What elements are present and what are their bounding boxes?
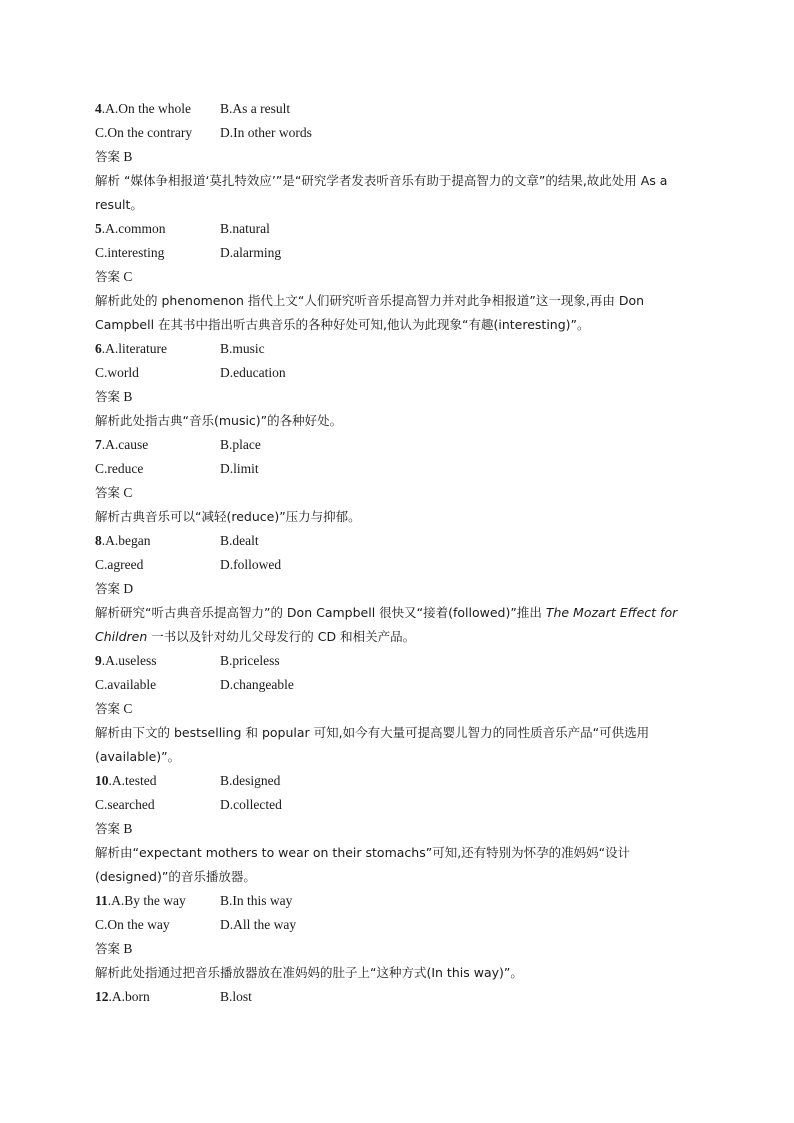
option-row (95, 121, 700, 145)
question-item (95, 769, 700, 889)
answer-value: B (123, 149, 133, 164)
answer-label: 答案 (95, 485, 121, 500)
option-text: D.In other words (220, 125, 312, 140)
option-text: B.natural (220, 221, 270, 236)
option-text: A.useless (105, 653, 157, 668)
answer-label: 答案 (95, 581, 121, 596)
explanation-part: 一书以及针对幼儿父母发行的 CD 和相关产品。 (147, 629, 416, 644)
option-text: D.limit (220, 461, 259, 476)
option-text: B.designed (220, 773, 281, 788)
question-number: 10 (95, 773, 109, 788)
option-row (95, 553, 700, 577)
option-text: C.On the contrary (95, 125, 193, 140)
option-text: D.education (220, 365, 286, 380)
answer-label: 答案 (95, 149, 121, 164)
explanation-part: 解析研究“听古典音乐提高智力”的 Don Campbell 很快又“接着(followed)”推出 (95, 605, 546, 620)
option-row (95, 529, 700, 553)
option-cell: 6.A.literature (95, 341, 167, 356)
option-text: A.cause (105, 437, 149, 452)
option-row (95, 913, 700, 937)
option-text: D.changeable (220, 677, 294, 692)
answer-value: C (123, 701, 133, 716)
option-row (95, 361, 700, 385)
option-row (95, 241, 700, 265)
option-row (95, 337, 700, 361)
option-row (95, 433, 700, 457)
option-text: D.collected (220, 797, 282, 812)
explanation-text: 解析 “媒体争相报道‘莫扎特效应’”是“研究学者发表听音乐有助于提高智力的文章”的结果,故此处用 As a result。 (95, 173, 668, 212)
answer-line (95, 937, 700, 961)
option-text: B.music (220, 341, 265, 356)
answer-value: B (123, 941, 133, 956)
question-item (95, 889, 700, 985)
question-item (95, 529, 700, 649)
question-item (95, 649, 700, 769)
answer-value: C (123, 485, 133, 500)
explanation-text: 解析此处指通过把音乐播放器放在准妈妈的肚子上“这种方式(In this way)”。 (95, 965, 523, 980)
answer-line (95, 697, 700, 721)
option-text: B.place (220, 437, 261, 452)
option-row (95, 985, 700, 1009)
option-row (95, 793, 700, 817)
answer-line (95, 145, 700, 169)
option-text: A.common (105, 221, 166, 236)
option-row (95, 217, 700, 241)
option-text: C.searched (95, 797, 155, 812)
answer-label: 答案 (95, 269, 121, 284)
option-text: B.As a result (220, 101, 291, 116)
option-row (95, 673, 700, 697)
option-text: A.literature (105, 341, 167, 356)
option-cell: 12.A.born (95, 989, 150, 1004)
option-text: B.dealt (220, 533, 259, 548)
option-text: C.world (95, 365, 139, 380)
answer-label: 答案 (95, 941, 121, 956)
option-text: C.On the way (95, 917, 170, 932)
answer-value: B (123, 389, 133, 404)
question-number: 4 (95, 101, 102, 116)
answer-label: 答案 (95, 821, 121, 836)
answer-label: 答案 (95, 701, 121, 716)
option-cell: 9.A.useless (95, 653, 157, 668)
answer-line (95, 481, 700, 505)
option-cell: 5.A.common (95, 221, 166, 236)
answer-value: C (123, 269, 133, 284)
answer-value: D (123, 581, 134, 596)
question-number: 12 (95, 989, 109, 1004)
option-text: B.lost (220, 989, 252, 1004)
book-title: The Mozart Effect for Children (95, 605, 678, 644)
option-text: C.interesting (95, 245, 165, 260)
option-text: D.followed (220, 557, 282, 572)
answer-line (95, 817, 700, 841)
question-number: 8 (95, 533, 102, 548)
answer-line (95, 577, 700, 601)
question-item (95, 97, 700, 217)
option-cell: 8.A.began (95, 533, 151, 548)
option-text: B.priceless (220, 653, 280, 668)
option-text: A.tested (111, 773, 157, 788)
explanation-text (95, 601, 700, 649)
question-list (95, 97, 700, 1009)
question-item (95, 337, 700, 433)
option-cell: 11.A.By the way (95, 893, 186, 908)
question-item (95, 217, 700, 337)
question-number: 7 (95, 437, 102, 452)
explanation-text: 解析由“expectant mothers to wear on their stomachs”可知,还有特别为怀孕的准妈妈“设计(designed)”的音乐播放器。 (95, 845, 631, 884)
option-cell: 4.A.On the whole (95, 101, 191, 116)
option-text: C.reduce (95, 461, 144, 476)
answer-value: B (123, 821, 133, 836)
option-text: D.All the way (220, 917, 297, 932)
option-cell: 7.A.cause (95, 437, 149, 452)
explanation-text: 解析此处指古典“音乐(music)”的各种好处。 (95, 413, 343, 428)
question-number: 6 (95, 341, 102, 356)
option-text: C.agreed (95, 557, 144, 572)
question-item (95, 985, 700, 1009)
question-number: 11 (95, 893, 108, 908)
question-number: 9 (95, 653, 102, 668)
option-cell: 10.A.tested (95, 773, 157, 788)
explanation-text: 解析此处的 phenomenon 指代上文“人们研究听音乐提高智力并对此争相报道”这一现象,再由 Don Campbell 在其书中指出听古典音乐的各种好处可知,他认为此现象“有趣(interesting)”。 (95, 293, 645, 332)
option-row (95, 97, 700, 121)
option-text: A.By the way (111, 893, 186, 908)
answer-line (95, 265, 700, 289)
option-row (95, 889, 700, 913)
answer-label: 答案 (95, 389, 121, 404)
answer-line (95, 385, 700, 409)
option-row (95, 769, 700, 793)
option-row (95, 649, 700, 673)
option-text: C.available (95, 677, 157, 692)
explanation-text: 解析古典音乐可以“减轻(reduce)”压力与抑郁。 (95, 509, 361, 524)
option-text: B.In this way (220, 893, 293, 908)
question-item (95, 433, 700, 529)
option-text: A.began (105, 533, 151, 548)
explanation-text: 解析由下文的 bestselling 和 popular 可知,如今有大量可提高婴儿智力的同性质音乐产品“可供选用(available)”。 (95, 725, 650, 764)
question-number: 5 (95, 221, 102, 236)
option-text: D.alarming (220, 245, 282, 260)
option-text: A.born (111, 989, 150, 1004)
option-text: A.On the whole (105, 101, 191, 116)
option-row (95, 457, 700, 481)
